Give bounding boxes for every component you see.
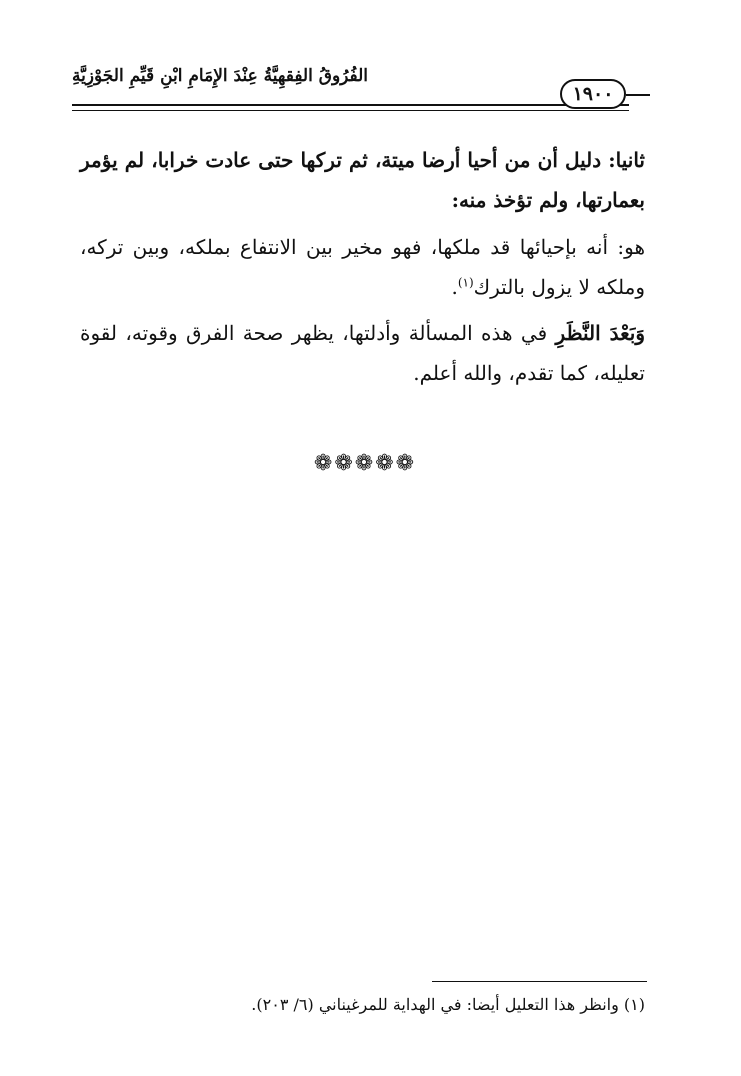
conclusion-text: في هذه المسألة وأدلتها، يظهر صحة الفرق وقوته، لقوة تعليله، كما تقدم، والله أعلم.: [80, 321, 645, 385]
header-rule-thick: [72, 104, 629, 106]
paragraph-answer: [80, 227, 673, 307]
running-header-title: الفُرُوقُ الفِقهِيَّةُ عِنْدَ الإِمَامِ ابْنِ قَيِّمِ الجَوْزِيَّةِ: [71, 66, 369, 86]
paragraph-second-evidence: ثانيا: دليل أن من أحيا أرضا ميتة، ثم تركها حتى عادت خرابا، لم يؤمر بعمارتها، ولم تؤخذ منه:: [80, 148, 645, 212]
header-rule-tail: [626, 94, 650, 96]
paragraph-conclusion: [80, 313, 673, 393]
section-ornament: ❁❁❁❁❁: [313, 451, 417, 476]
page-number-badge: ١٩٠٠: [560, 79, 626, 109]
footnote: (١) وانظر هذا التعليل أيضا: في الهداية للمرغيناني (٦/ ٢٠٣).: [251, 995, 645, 1014]
paragraph-answer-text: هو: أنه بإحيائها قد ملكها، فهو مخير بين الانتفاع بملكه، وبين تركه، وملكه لا يزول بالترك: [80, 235, 645, 299]
paragraph-answer-end: .: [451, 275, 458, 299]
footnote-reference: (١): [457, 275, 474, 290]
footnote-rule: [432, 981, 647, 982]
header-rule-thin: [72, 110, 629, 111]
conclusion-lead-phrase: وَبَعْدَ النَّظَرِ: [555, 321, 646, 345]
